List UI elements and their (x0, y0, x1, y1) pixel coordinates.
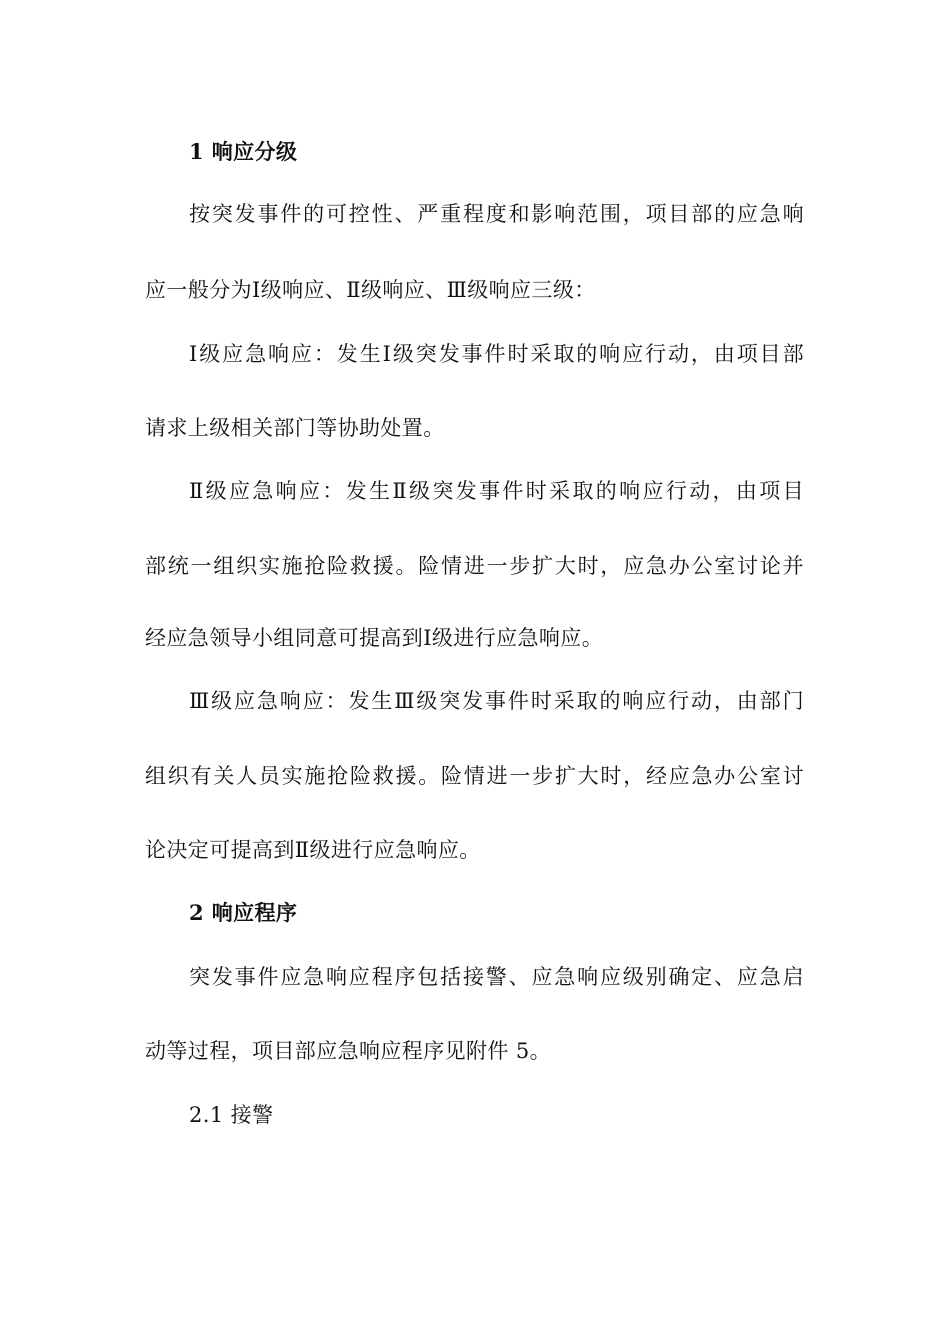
paragraph-line: 应一般分为Ⅰ级响应、Ⅱ级响应、Ⅲ级响应三级： (145, 278, 596, 302)
paragraph-line: 部统一组织实施抢险救援。险情进一步扩大时，应急办公室讨论并 (145, 554, 804, 578)
paragraph-line: Ⅰ级应急响应：发生Ⅰ级突发事件时采取的响应行动，由项目部 (189, 342, 804, 366)
paragraph-line: 组织有关人员实施抢险救援。险情进一步扩大时，经应急办公室讨 (145, 764, 804, 788)
paragraph-line: 请求上级相关部门等协助处置。 (145, 416, 445, 440)
paragraph-line: 按突发事件的可控性、严重程度和影响范围，项目部的应急响 (189, 202, 804, 226)
paragraph-line: 经应急领导小组同意可提高到Ⅰ级进行应急响应。 (145, 626, 604, 650)
paragraph-line: 动等过程，项目部应急响应程序见附件 5。 (145, 1039, 552, 1063)
section-heading-response-levels: 1 响应分级 (189, 139, 298, 164)
subsection-heading-alarm-receipt: 2.1 接警 (189, 1103, 274, 1127)
paragraph-line: 突发事件应急响应程序包括接警、应急响应级别确定、应急启 (189, 965, 804, 989)
section-heading-response-procedure: 2 响应程序 (189, 900, 298, 925)
paragraph-line: Ⅲ级应急响应：发生Ⅲ级突发事件时采取的响应行动，由部门 (189, 689, 804, 713)
paragraph-line: Ⅱ级应急响应：发生Ⅱ级突发事件时采取的响应行动，由项目 (189, 479, 804, 503)
paragraph-line: 论决定可提高到Ⅱ级进行应急响应。 (145, 838, 481, 862)
